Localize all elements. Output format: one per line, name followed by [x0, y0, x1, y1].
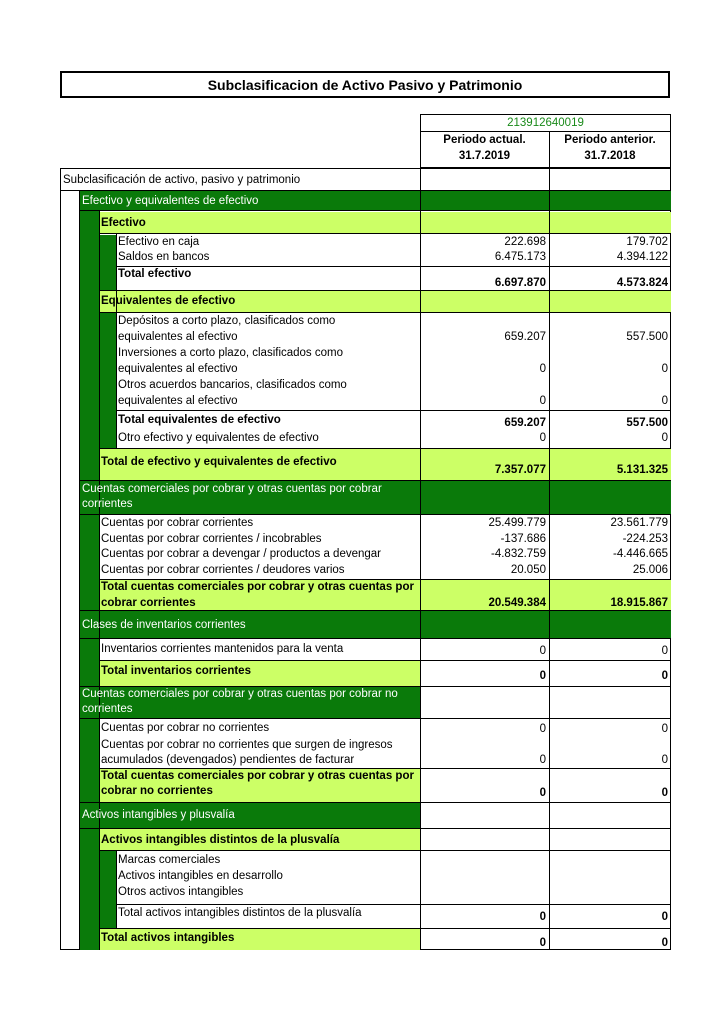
subgroup-equivalentes: Equivalentes de efectivo	[101, 295, 236, 307]
row-total-efectivo-b: 4.573.824	[616, 277, 668, 289]
group-cuentas-nocorr-l1: Cuentas comerciales por cobrar y otras cuentas por cobrar no	[82, 688, 398, 700]
row-total-intang-a: 0	[539, 937, 546, 949]
row-depositos-b: 557.500	[626, 331, 668, 343]
row-inv-venta-label: Inventarios corrientes mantenidos para la venta	[101, 643, 344, 655]
row-total-equiv-b: 557.500	[626, 417, 668, 429]
page-title: Subclasificacion de Activo Pasivo y Patrimonio	[60, 71, 670, 98]
row-inversiones-a: 0	[539, 363, 546, 375]
row-bancos-b: 4.394.122	[616, 251, 668, 263]
row-otros-intang: Otros activos intangibles	[118, 886, 244, 898]
row-inv-venta-b: 0	[661, 645, 668, 657]
row-cpc-incob-a: -137.686	[500, 533, 546, 545]
col-current-line1: Periodo actual.	[443, 134, 526, 146]
row-total-inv-b: 0	[661, 670, 668, 682]
col-previous-line2: 31.7.2018	[584, 150, 636, 162]
section-title: Subclasificación de activo, pasivo y patrimonio	[63, 174, 301, 186]
row-total-efectivo-eq-b: 5.131.325	[616, 464, 668, 476]
row-otros-acuerdos-l1: Otros acuerdos bancarios, clasificados como	[118, 379, 347, 391]
row-cpc-nocorr-ing-b: 0	[661, 754, 668, 766]
row-total-equiv-label: Total equivalentes de efectivo	[118, 414, 281, 426]
row-total-cuentas-corr-l1: Total cuentas comerciales por cobrar y otras cuentas por	[101, 581, 414, 593]
row-inv-venta-a: 0	[539, 645, 546, 657]
row-total-cuentas-nocorr-l2: cobrar no corrientes	[101, 785, 213, 797]
row-depositos-l2: equivalentes al efectivo	[118, 331, 238, 343]
row-total-intang-b: 0	[661, 937, 668, 949]
row-cpc-nocorr-label: Cuentas por cobrar no corrientes	[101, 722, 270, 734]
row-cpc-deud-label: Cuentas por cobrar corrientes / deudores varios	[101, 564, 345, 576]
row-total-intang-dist-a: 0	[539, 911, 546, 923]
row-total-intang-label: Total activos intangibles	[101, 932, 235, 944]
row-bancos-a: 6.475.173	[494, 251, 546, 263]
row-cpc-nocorr-b: 0	[661, 723, 668, 735]
row-total-cuentas-corr-a: 20.549.384	[488, 597, 546, 609]
row-otros-acuerdos-l2: equivalentes al efectivo	[118, 395, 238, 407]
row-inversiones-b: 0	[661, 363, 668, 375]
row-cpc-incob-label: Cuentas por cobrar corrientes / incobrables	[101, 533, 322, 545]
row-caja-b: 179.702	[626, 236, 668, 248]
row-cpc-deveng-b: -4.446.665	[613, 548, 668, 560]
row-cpc-corr-label: Cuentas por cobrar corrientes	[101, 517, 254, 529]
row-total-inv-a: 0	[539, 670, 546, 682]
group-efectivo-eq: Efectivo y equivalentes de efectivo	[82, 195, 259, 207]
row-total-intang-dist-label: Total activos intangibles distintos de la plusvalía	[118, 907, 362, 919]
row-otros-acuerdos-b: 0	[661, 395, 668, 407]
row-total-intang-dist-b: 0	[661, 911, 668, 923]
row-total-cuentas-corr-l2: cobrar corrientes	[101, 597, 196, 609]
row-inversiones-l2: equivalentes al efectivo	[118, 363, 238, 375]
row-total-cuentas-nocorr-l1: Total cuentas comerciales por cobrar y otras cuentas por	[101, 770, 414, 782]
row-otros-acuerdos-a: 0	[539, 395, 546, 407]
group-inventarios: Clases de inventarios corrientes	[82, 619, 246, 631]
row-cpc-nocorr-ing-l2: acumulados (devengados) pendientes de facturar	[101, 754, 355, 766]
row-desarrollo: Activos intangibles en desarrollo	[118, 870, 283, 882]
row-total-cuentas-nocorr-b: 0	[661, 787, 668, 799]
subgroup-intang-distintos: Activos intangibles distintos de la plusvalía	[101, 834, 340, 846]
row-bancos-label: Saldos en bancos	[118, 251, 210, 263]
group-cuentas-corr-l1: Cuentas comerciales por cobrar y otras cuentas por cobrar	[82, 483, 382, 495]
row-cpc-deud-b: 25.006	[632, 564, 668, 576]
row-total-efectivo-label: Total efectivo	[118, 268, 192, 280]
row-caja-a: 222.698	[504, 236, 546, 248]
row-total-efectivo-a: 6.697.870	[494, 277, 546, 289]
col-current-line2: 31.7.2019	[458, 150, 511, 162]
row-marcas: Marcas comerciales	[118, 854, 221, 866]
group-cuentas-corr-l2: corrientes	[82, 498, 133, 510]
row-otro-efectivo-b: 0	[661, 432, 668, 444]
row-cpc-nocorr-ing-a: 0	[539, 754, 546, 766]
row-otro-efectivo-label: Otro efectivo y equivalentes de efectivo	[118, 432, 319, 444]
row-total-efectivo-eq-label: Total de efectivo y equivalentes de efectivo	[101, 456, 337, 468]
row-total-equiv-a: 659.207	[504, 417, 546, 429]
row-cpc-corr-b: 23.561.779	[610, 517, 668, 529]
row-cpc-deveng-label: Cuentas por cobrar a devengar / productos a devengar	[101, 548, 382, 560]
group-intangibles: Activos intangibles y plusvalía	[82, 809, 235, 821]
group-cuentas-nocorr-l2: corrientes	[82, 703, 133, 715]
row-cpc-deud-a: 20.050	[510, 564, 546, 576]
row-inversiones-l1: Inversiones a corto plazo, clasificados como	[118, 347, 343, 359]
col-previous-line1: Periodo anterior.	[564, 134, 656, 146]
company-code: 213912640019	[507, 117, 584, 129]
row-depositos-a: 659.207	[504, 331, 546, 343]
row-total-efectivo-eq-a: 7.357.077	[494, 464, 546, 476]
row-total-cuentas-corr-b: 18.915.867	[610, 597, 668, 609]
row-depositos-l1: Depósitos a corto plazo, clasificados como	[118, 315, 336, 327]
row-cpc-corr-a: 25.499.779	[488, 517, 546, 529]
row-cpc-deveng-a: -4.832.759	[491, 548, 546, 560]
row-cpc-nocorr-ing-l1: Cuentas por cobrar no corrientes que surgen de ingresos	[101, 739, 393, 751]
row-cpc-incob-b: -224.253	[622, 533, 668, 545]
row-cpc-nocorr-a: 0	[539, 723, 546, 735]
row-total-inv-label: Total inventarios corrientes	[101, 665, 251, 677]
row-otro-efectivo-a: 0	[539, 432, 546, 444]
row-caja-label: Efectivo en caja	[118, 236, 200, 248]
row-total-cuentas-nocorr-a: 0	[539, 787, 546, 799]
subgroup-efectivo: Efectivo	[101, 217, 146, 229]
